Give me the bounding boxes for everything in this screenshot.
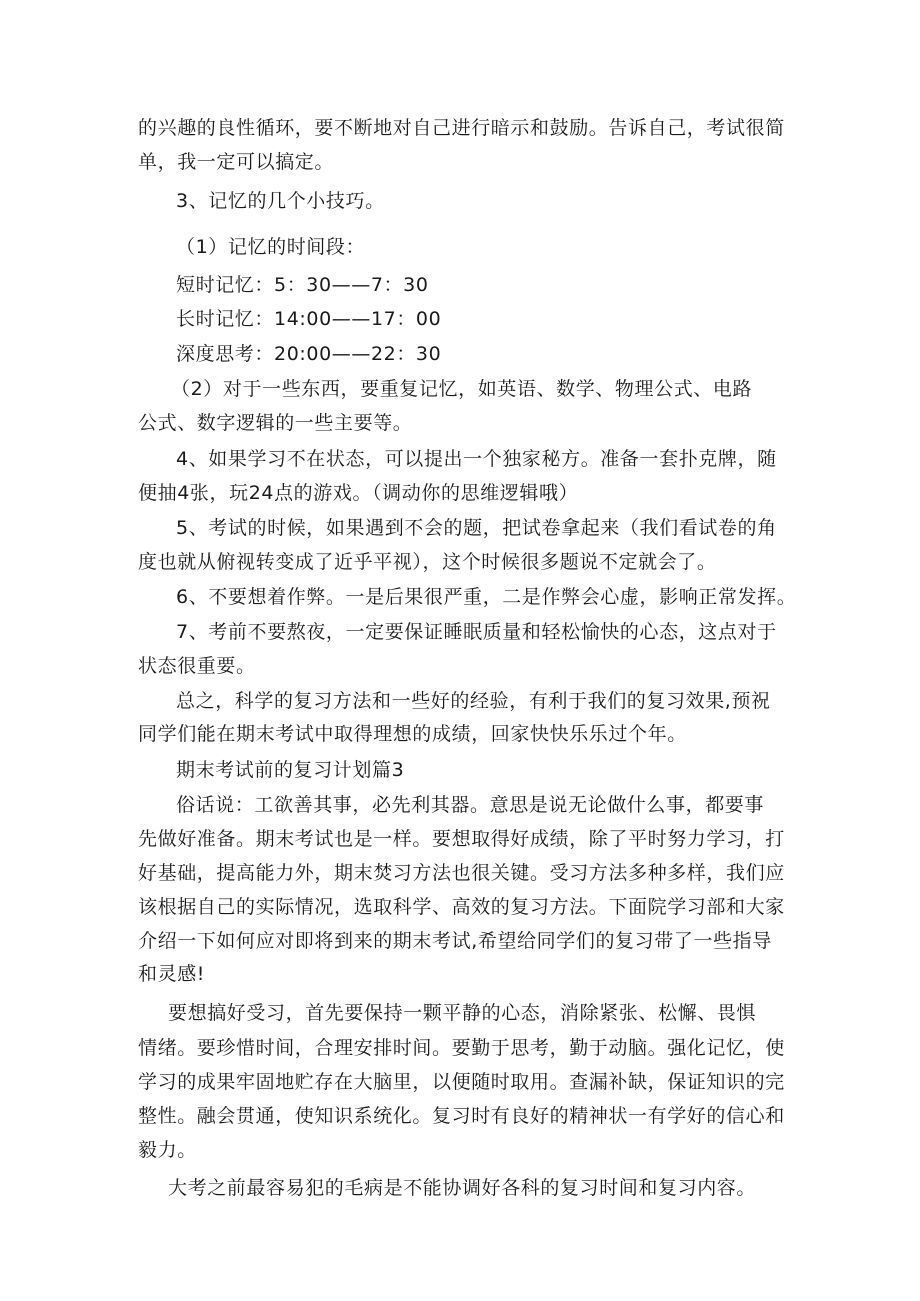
schedule-line: 长时记忆：14:00——17：00 (176, 308, 442, 330)
text-line: 俗话说：工欲善其事，必先利其器。意思是说无论做什么事，都要事 (176, 794, 765, 816)
text-line: 该根据自己的实际情况，选取科学、高效的复习方法。下面院学习部和大家 (138, 896, 785, 918)
text-line: 状态很重要。 (138, 655, 256, 677)
text-line: 介绍一下如何应对即将到来的期末考试,希望给同学们的复习带了一些指导 (138, 930, 772, 952)
text-line: 和灵感! (138, 963, 206, 985)
schedule-line: 短时记忆：5：30——7：30 (176, 274, 429, 296)
subheading: （1）记忆的时间段： (176, 236, 366, 258)
text-line: 总之，科学的复习方法和一些好的经验，有利于我们的复习效果,预祝 (176, 690, 771, 712)
text-line: 7、考前不要熬夜，一定要保证睡眠质量和轻松愉快的心态，这点对于 (176, 621, 777, 643)
text-line: 5、考试的时候，如果遇到不会的题，把试卷拿起来（我们看试卷的角 (176, 517, 777, 539)
text-line: 好基础，提高能力外，期末焚习方法也很关键。受习方法多种多样，我们应 (138, 862, 785, 884)
text-line: 4、如果学习不在状态，可以提出一个独家秘方。准备一套扑克牌，随 (176, 448, 777, 470)
text-line: 先做好准备。期末考试也是一样。要想取得好成绩，除了平时努力学习，打 (138, 828, 785, 850)
text-line: 毅力。 (138, 1139, 197, 1161)
section-heading: 3、记忆的几个小技巧。 (176, 190, 385, 212)
text-line: 整性。融会贯通，使知识系统化。复习时有良好的精神状一有学好的信心和 (138, 1105, 785, 1127)
text-line: 大考之前最容易犯的毛病是不能协调好各科的复习时间和复习内容。 (168, 1177, 757, 1199)
text-line: 6、不要想着作弊。一是后果很严重，二是作弊会心虚，影响正常发挥。 (176, 586, 797, 608)
text-line: 要想搞好受习，首先要保持一颗平静的心态，消除紧张、松懈、畏惧 (168, 1002, 757, 1024)
text-line: 公式、数字逻辑的一些主要等。 (138, 412, 413, 434)
text-line: 同学们能在期末考试中取得理想的成绩，回家快快乐乐过个年。 (138, 723, 687, 745)
schedule-line: 深度思考：20:00——22：30 (176, 343, 442, 365)
text-line: 学习的成果牢固地贮存在大脑里，以便随时取用。查漏补缺，保证知识的完 (138, 1071, 785, 1093)
text-line: 便抽4张，玩24点的游戏。（调动你的思维逻辑哦） (138, 482, 579, 504)
text-line: 度也就从俯视转变成了近乎平视），这个时候很多题说不定就会了。 (138, 551, 717, 573)
text-line: 情绪。要珍惜时间，合理安排时间。要勤于思考，勤于动脑。强化记忆，使 (138, 1037, 785, 1059)
text-line: 单，我一定可以搞定。 (138, 151, 335, 173)
text-line: （2）对于一些东西，要重复记忆，如英语、数学、物理公式、电路 (171, 378, 753, 400)
section-title: 期末考试前的复习计划篇3 (176, 759, 405, 781)
text-line: 的兴趣的良性循环，要不断地对自己进行暗示和鼓励。告诉自己，考试很简 (138, 117, 785, 139)
